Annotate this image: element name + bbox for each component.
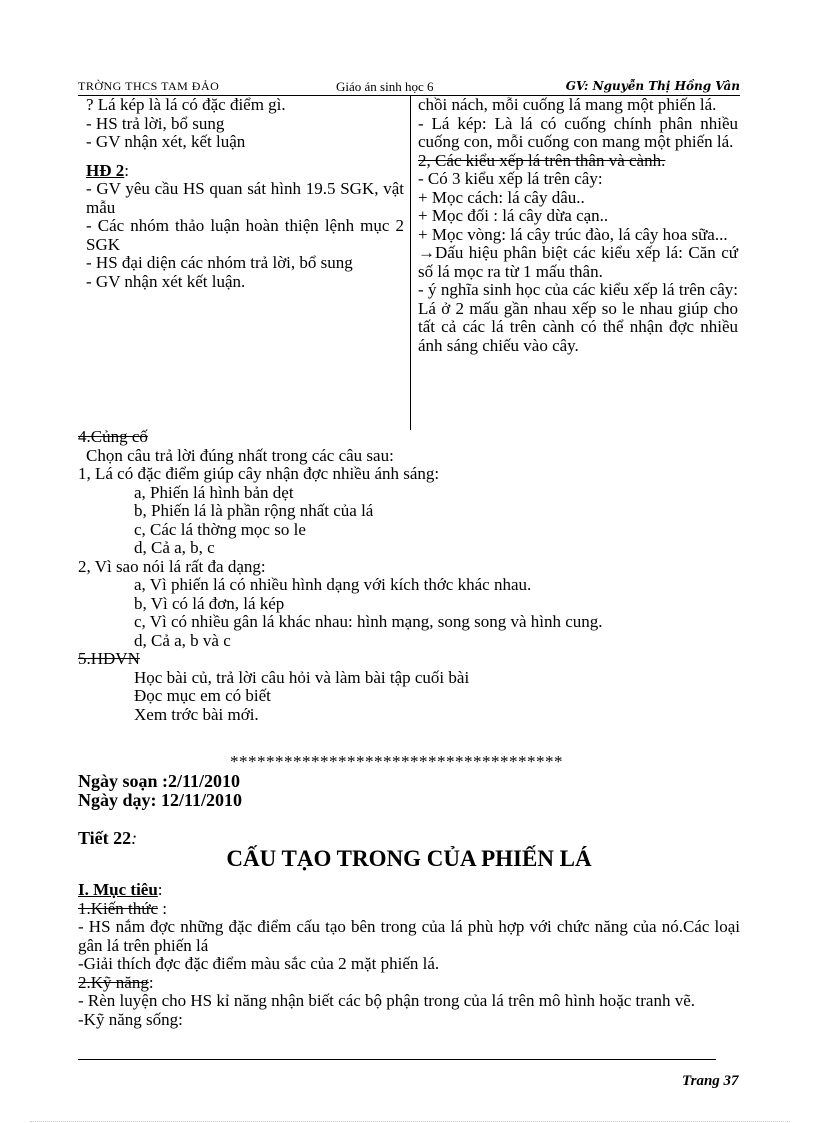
separator-stars: ************************************* — [230, 752, 563, 771]
table-line: - Có 3 kiểu xếp lá trên cây: — [418, 169, 603, 188]
table-line: - GV yêu cầu HS quan sát hình 19.5 SGK, vật mẫu — [86, 179, 404, 217]
option: a, Phiến lá hình bản dẹt — [134, 482, 294, 502]
skills-heading: 2.Kỹ năng: — [78, 972, 154, 992]
activity-heading: HĐ 2: — [86, 160, 129, 180]
page-header — [78, 79, 740, 96]
table-divider — [410, 96, 411, 430]
consolidation-section — [78, 428, 740, 724]
table-line: - Lá kép: Là lá có cuống chính phân nhiều cuống con, mỗi cuống con mang một phiến lá. — [418, 113, 738, 151]
section-heading: 4.Củng cố — [78, 427, 148, 446]
objectives-heading: I. Mục tiêu: — [78, 880, 163, 899]
section-heading: 2, Các kiểu xếp lá trên thân và cành. — [418, 150, 666, 170]
table-line: - HS đại diện các nhóm trả lời, bổ sung — [86, 253, 353, 272]
objectives-section — [78, 881, 740, 1029]
arrow-icon: → — [418, 243, 435, 262]
page-number: Trang 37 — [682, 1073, 739, 1089]
teach-date: Ngày dạy: 12/11/2010 — [78, 790, 243, 810]
table-line: + Mọc vòng: lá cây trúc đào, lá cây hoa sữa... — [418, 224, 728, 244]
homework-item: Xem trớc bài mới. — [134, 704, 259, 724]
homework-item: Học bài củ, trả lời câu hỏi và làm bài tập cuối bài — [134, 667, 470, 687]
footer-rule — [78, 1059, 716, 1060]
knowledge-item: - HS nắm đợc những đặc điểm cấu tạo bên trong của lá phù hợp với chức năng của nó.Các loại gân lá trên phiến lá — [78, 917, 740, 955]
table-line: →Dấu hiệu phân biệt các kiểu xếp lá: Căn cứ số lá mọc ra từ 1 mấu thân. — [418, 243, 738, 281]
table-line: - Các nhóm thảo luận hoàn thiện lệnh mục 2 SGK — [86, 216, 404, 254]
teacher-student-activities — [86, 96, 404, 291]
content-column — [418, 96, 738, 355]
table-line: - HS trả lời, bổ sung — [86, 113, 225, 133]
instruction: Chọn câu trả lời đúng nhất trong các câu sau: — [86, 445, 394, 465]
knowledge-heading: 1.Kiến thức : — [78, 898, 168, 918]
school-name: TRỜNG THCS TAM ĐẢO — [78, 79, 220, 93]
option: d, Cả a, b, c — [134, 538, 215, 557]
table-line: chồi nách, mỗi cuống lá mang một phiến lá. — [418, 95, 717, 114]
page-edge — [30, 1121, 790, 1122]
table-line: - GV nhận xét, kết luận — [86, 132, 246, 151]
table-line: + Mọc đối : lá cây dừa cạn.. — [418, 206, 609, 225]
table-line: - ý nghĩa sinh học của các kiểu xếp lá trên cây: Lá ở 2 mấu gần nhau xếp so le nhau giúp cho tất cả các lá trên cành có thể nhận đợc nhiều ánh sáng chiếu vào cây. — [418, 280, 738, 355]
option: b, Phiến lá là phần rộng nhất của lá — [134, 501, 374, 520]
prep-date: Ngày soạn :2/11/2010 — [78, 771, 241, 791]
option: b, Vì có lá đơn, lá kép — [134, 593, 285, 613]
lesson-number: Tiết 22: — [78, 828, 138, 848]
knowledge-item: -Giải thích đợc đặc điểm màu sắc của 2 mặt phiến lá. — [78, 954, 440, 973]
table-line: - GV nhận xét kết luận. — [86, 271, 246, 291]
table-line: ? Lá kép là lá có đặc điểm gì. — [86, 95, 286, 114]
question-1: 1, Lá có đặc điểm giúp cây nhận đợc nhiều ánh sáng: — [78, 464, 440, 483]
subject-name: Giáo án sinh học 6 — [336, 79, 434, 94]
lesson-dates — [78, 772, 242, 810]
homework-item: Đọc mục em có biết — [134, 686, 271, 705]
option: a, Vì phiến lá có nhiều hình dạng với kích thớc khác nhau. — [134, 575, 532, 594]
option: c, Vì có nhiều gân lá khác nhau: hình mạng, song song và hình cung. — [134, 612, 603, 631]
skills-item: - Rèn luyện cho HS kỉ năng nhận biết các bộ phận trong của lá trên mô hình hoặc tranh vẽ. — [78, 991, 696, 1010]
option: c, Các lá thờng mọc so le — [134, 519, 306, 539]
activity-table — [78, 96, 740, 430]
skills-item: -Kỹ năng sống: — [78, 1009, 183, 1029]
section-heading: 5.HDVN — [78, 649, 140, 668]
question-2: 2, Vì sao nói lá rất đa dạng: — [78, 556, 266, 576]
lesson-title: CẤU TẠO TRONG CỦA PHIẾN LÁ — [226, 846, 592, 871]
table-line: + Mọc cách: lá cây dâu.. — [418, 187, 585, 207]
teacher-name: GV: Nguyễn Thị Hồng Vân — [565, 79, 740, 93]
option: d, Cả a, b và c — [134, 630, 231, 650]
